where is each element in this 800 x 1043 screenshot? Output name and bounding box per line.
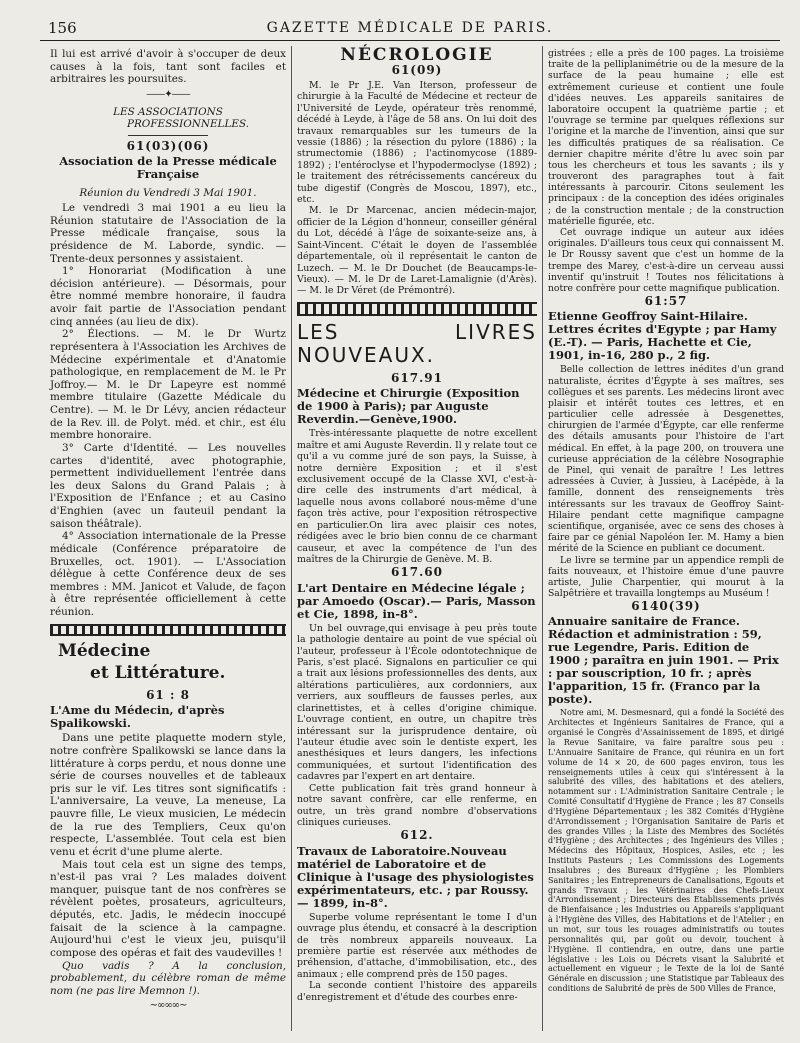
paragraph: Très-intéressante plaquette de notre excellent maître et ami Auguste Reverdin. Il y relate tout ce qu'il a vu comme juré de son pays, la Suisse, à notre dernière Exposition ; et il s'est exclusivement occupé de la Classe XVI, c'est-à-dire celle des instruments d'art médical, à laquelle nous avons collaboré nous-même d'une façon très active, pour l'exposition rétrospective en particulier.On lira avec plaisir ces notes, rédigées avec le brio bien connu de ce charmant causeur, et avec la compétence de l'un des maîtres de la Chirurgie de Genève. M. B. — [297, 428, 537, 565]
paragraph: Belle collection de lettres inédites d'un grand naturaliste, écrites d'Égypte à ses maîtres, ses collègues et ses parents. Les médecins liront avec plaisir et intérêt toutes ces lettres, et en particulier celle adressée à Desgenettes, chirurgien de l'armée d'Égypte, car elle renferme des détails amusants pour l'histoire de l'art médical. En effet, à la page 200, on trouvera une curieuse appréciation de la célèbre Nosographie de Pinel, qui venait de paraître ! Les lettres adressées à Cuvier, à Jussieu, à Lacépède, à la famille, donnent des renseignements très intéressants sur les travaux de Geoffroy Saint-Hilaire pendant cette magnifique campagne scientifique, organisée, avec ce sens des choses à faire par ce génial Napoléon Ier. M. Hamy a bien mérité de la Science en publiant ce document. — [548, 364, 784, 555]
section-heading: NÉCROLOGIE — [340, 45, 494, 65]
paragraph: M. le Pr J.E. Van Iterson, professeur de chirurgie à la Faculté de Médecine et recteur de l'Université de Leyde, opérateur très renommé, décédé à Leyde, à l'âge de 58 ans. On lui doit des travaux remarquables sur les tumeurs de la vessie (1886) ; la résection du pylore (1886) ; la strumectomie (1886) ; l'actinomycose (1889-1892) ; l'entéroclyse et l'hypodermoclyse (1892) ; le traitement des rétrécissements cancéreux du tube digestif (Congrès de Moscou, 1897), etc., etc. — [297, 79, 537, 206]
paragraph: Superbe volume représentant le tome I d'un ouvrage plus étendu, et consacré à la description de très nombreux appareils nouveaux. La première partie est réservée aux méthodes de préhension, d'attache, d'immobilisation, etc., des animaux ; elle comprend près de 150 pages. — [297, 911, 537, 980]
running-head: GAZETTE MÉDICALE DE PARIS. — [266, 20, 554, 36]
classification-number: 612. — [400, 828, 434, 843]
paragraph: 4° Association internationale de la Presse médicale (Conférence préparatoire de Bruxelles, oct. 1901). — L'Association délègue à cette Conférence deux de ses membres : MM. Janicot et Valude, de façon à être représentée officiellement à cette réunion. — [50, 530, 286, 618]
ornament-divider: ∼∞∞∞∼ — [149, 1000, 187, 1012]
column-middle — [297, 45, 537, 1003]
paragraph: M. le Dr Marcenac, ancien médecin-major, officier de la Légion d'honneur, conseiller général du Lot, décédé à l'âge de soixante-seize ans, à Saint-Vincent. C'était le doyen de l'assemblée départementale, où il représentait le canton de Luzech. — M. le Dr Douchet (de Beaucamps-le-Vieux). — M. le Dr de Laret-Lamalignie (d'Arès). — M. le Dr Véret (de Prémontré). — [297, 205, 537, 297]
paragraph: Cet ouvrage indique un auteur aux idées originales. D'ailleurs tous ceux qui connaissent M. le Dr Roussy savent que c'est un homme de la trempe des Marey, c'est-à-dire un cerveau aussi inventif qu'instruit ! Toutes nos félicitations à notre confrère pour cette magnifique publication. — [548, 227, 784, 294]
paragraph: 3° Carte d'Identité. — Les nouvelles cartes d'identité, avec photographie, permettent individuellement l'entrée dans les deux Salons du Grand Palais ; à l'Exposition de l'Enfance ; et au Casino d'Enghien (avec un fauteuil pendant la saison théâtrale). — [50, 441, 286, 530]
paragraph: Quo vadis ? A la conclusion, probablement, du célèbre roman de même nom (ne pas lire Memnon !). — [50, 959, 286, 997]
article-title: Médecine et Chirurgie (Exposition de 1900 à Paris); par Auguste Reverdin.—Genève,1900. — [297, 386, 520, 427]
article-title: Annuaire sanitaire de France. Rédaction et administration : 59, rue Legendre, Paris. Edition de 1900 ; paraîtra en juin 1901. — Prix : par souscription, 10 fr. ; après l'apparition, 15 fr. (Franco par la poste). — [548, 614, 779, 707]
classification-number: 617.91 — [391, 370, 443, 385]
section-heading: Médecine — [58, 640, 151, 661]
paragraph: Notre ami, M. Desmesnard, qui a fondé la Société des Architectes et Ingénieurs Sanitaires de France, qui a organisé le Congrès d'Assainissement de 1895, et dirigé la Revue Sanitaire, va faire paraître sous peu : L'Annuaire Sanitaire de France, qui réunira en un fort volume de 14 × 20, de 600 pages environ, tous les renseignements utiles à ceux qui s'intéressent à la salubrité des villes, des habitations et des ateliers, notamment sur : L'Administration Sanitaire Centrale ; le Comité Consultatif d'Hygiène de France ; les 87 Conseils d'Hygiène Départementaux ; les 382 Comités d'Hygiène d'Arrondissement ; l'Organisation Sanitaire de Paris et des grandes Villes ; la Liste des Membres des Sociétés d'Hygiène ; des Architectes ; des Ingénieurs des Villes ; Médecins des Hôpitaux, Hospices, Asiles, etc ; les Instituts Pasteurs ; Les Commissions des Logements Insalubres ; des Bureaux d'Hygiène ; les Plombiers Sanitaires ; les Entrepreneurs de Canalisations, Egouts et grands Travaux ; les Vétérinaires des Chefs-Lieux d'Arrondissement ; Directeurs des Etablissements privés de Bienfaisance ; les Industries ou Appareils s'appliquant à l'Hygiène des Villes, des Habitations et de l'Atelier ; en un mot, sur tous les rouages administratifs ou toutes personnalités qui, par goût ou devoir, touchent à l'Hygiène. Il contiendra, en outre, dans une partie législative : les Lois ou Décrets visant la Salubrité et actuellement en vigueur ; le Texte de la loi de Santé Générale en discussion ; une Statistique par Tableaux des conditions de Salubrité de près de 500 Villes de France, — [548, 708, 784, 994]
paragraph: Il lui est arrivé d'avoir à s'occuper de deux causes à la fois, tant sont faciles et arbitraires les poursuites. — [50, 48, 286, 86]
column-divider — [291, 46, 292, 1031]
section-heading: et Littérature. — [90, 662, 226, 683]
page-header — [40, 18, 780, 41]
article-subtitle: Réunion du Vendredi 3 Mai 1901. — [79, 187, 257, 200]
classification-number: 61:57 — [644, 294, 688, 309]
paragraph: 2° Élections. — M. le Dr Wurtz représentera à l'Association les Archives de Médecine expérimentale et d'Anatomie pathologique, en remplacement de M. le Pr Joffroy.— M. le Dr Lapeyre est nommé membre titulaire (Gazette Médicale du Centre). — M. le Dr Lévy, ancien rédacteur de la Rev. ill. de Polyt. méd. et chir., est élu membre honoraire. — [50, 328, 286, 442]
article-title: L'Ame du Médecin, d'après Spalikowski. — [50, 703, 225, 731]
paragraph: Le livre se termine par un appendice rempli de faits nouveaux, et l'histoire émue d'une pauvre artiste, Julie Charpentier, qui mourut à la Salpêtrière et travailla longtemps au Muséum ! — [548, 554, 784, 600]
paragraph: Le vendredi 3 mai 1901 a eu lieu la Réunion statutaire de l'Association de la Presse médicale française, sous la présidence de M. Laborde, syndic. — Trente-deux personnes y assistaient. — [50, 202, 286, 265]
ornamental-band — [297, 302, 537, 316]
classification-number: 61(03)(06) — [126, 138, 210, 153]
column-right — [548, 48, 784, 994]
section-heading: LES ASSOCIATIONS — [113, 105, 223, 118]
divider — [128, 135, 208, 136]
article-title: Travaux de Laboratoire.Nouveau matériel de Laboratoire et de Clinique à l'usage des physiologistes expérimentateurs, etc. ; par Roussy. — 1899, in-8°. — [297, 843, 534, 910]
paragraph: La seconde contient l'histoire des appareils d'enregistrement et d'étude des courbes enre- — [297, 980, 537, 1003]
article-title: Association de la Presse médicale Française — [59, 154, 277, 182]
paragraph: Un bel ouvrage,qui envisage à peu près toute la pathologie dentaire au point de vue spécial où l'auteur, professeur à l'École odontotechnique de Paris, s'est placé. Signalons en particulier ce qui a trait aux lésions professionnelles des dents, aux altérations particulières, aux cordonniers, aux verriers, aux souffleurs de fausses perles, aux clarinettistes, et à celles d'origine chimique. L'ouvrage contient, en outre, un chapitre très intéressant sur la jurisprudence dentaire, où l'auteur étudie avec soin le dentiste expert, les anesthésiques et leurs dangers, les infections communiquées, et surtout l'identification des cadavres par l'expert en art dentaire. — [297, 622, 537, 783]
paragraph: gistrées ; elle a près de 100 pages. La troisième traite de la pelliplanimétrie ou de la mesure de la surface de la peau humaine ; elle est extrêmement curieuse et contient une foule d'idées neuves. Les appareils sanitaires de laboratoire occupent la quatrième partie ; et l'ouvrage se termine par quelques réflexions sur l'origine et la marche de l'invention, ainsi que sur les difficultés pratiques de sa réalisation. Ce dernier chapitre mérite d'être lu avec soin par tous les chercheurs et tous les savants ; ils y trouveront des paragraphes tout à fait intéressants à parcourir. Citons seulement les principaux : de la conception des idées originales ; de la construction mentale ; de la construction matérielle figurée, etc. — [548, 48, 784, 227]
classification-number: 61 : 8 — [146, 687, 190, 702]
article-title: Etienne Geoffroy Saint-Hilaire. Lettres écrites d'Egypte ; par Hamy (E.-T). — Paris, Hachette et Cie, 1901, in-16, 280 p., 2 fig. — [548, 309, 777, 363]
ornamental-band — [50, 624, 286, 636]
section-heading: LES LIVRES NOUVEAUX. — [297, 319, 537, 367]
ornament-divider: ——✦—— — [146, 88, 190, 100]
classification-number: 61(09) — [391, 63, 443, 78]
column-divider — [542, 46, 543, 1031]
paragraph: Dans une petite plaquette modern style, notre confrère Spalikowski se lance dans la littérature à corps perdu, et nous donne une série de courses nouvelles et de tableaux pris sur le vif. Les titres sont significatifs : L'anniversaire, La veuve, La meneuse, La pauvre fille, Le vieux musicien, Le médecin de la rue des Templiers, Ceux qu'on respecte, L'assemblée. Tout cela est bien venu et écrit d'une plume alerte. — [50, 732, 286, 858]
page-number: 156 — [48, 19, 77, 37]
classification-number: 617.60 — [391, 565, 443, 580]
section-heading: PROFESSIONNELLES. — [126, 118, 249, 131]
article-title: L'art Dentaire en Médecine légale ; par Amoedo (Oscar).— Paris, Masson et Cie, 1898, in-8°. — [297, 580, 536, 621]
paragraph: 1° Honorariat (Modification à une décision antérieure). — Désormais, pour être nommé membre honoraire, il faudra avoir fait partie de l'Association pendant cinq années (au lieu de dix). — [50, 265, 286, 328]
classification-number: 6140(39) — [631, 599, 701, 614]
paragraph: Cette publication fait très grand honneur à notre savant confrère, car elle renferme, en outre, un très grand nombre d'observations cliniques curieuses. — [297, 782, 537, 828]
column-left — [50, 48, 286, 1016]
paragraph: Mais tout cela est un signe des temps, n'est-il pas vrai ? Les malades doivent manquer, puisque tant de nos confrères se révèlent poètes, prosateurs, agriculteurs, députés, etc. Jadis, le médecin inoccupé faisait de la science à la campagne. Aujourd'hui c'est le vieux jeu, puisqu'il compose des opéras et fait des vaudevilles ! — [50, 858, 286, 959]
